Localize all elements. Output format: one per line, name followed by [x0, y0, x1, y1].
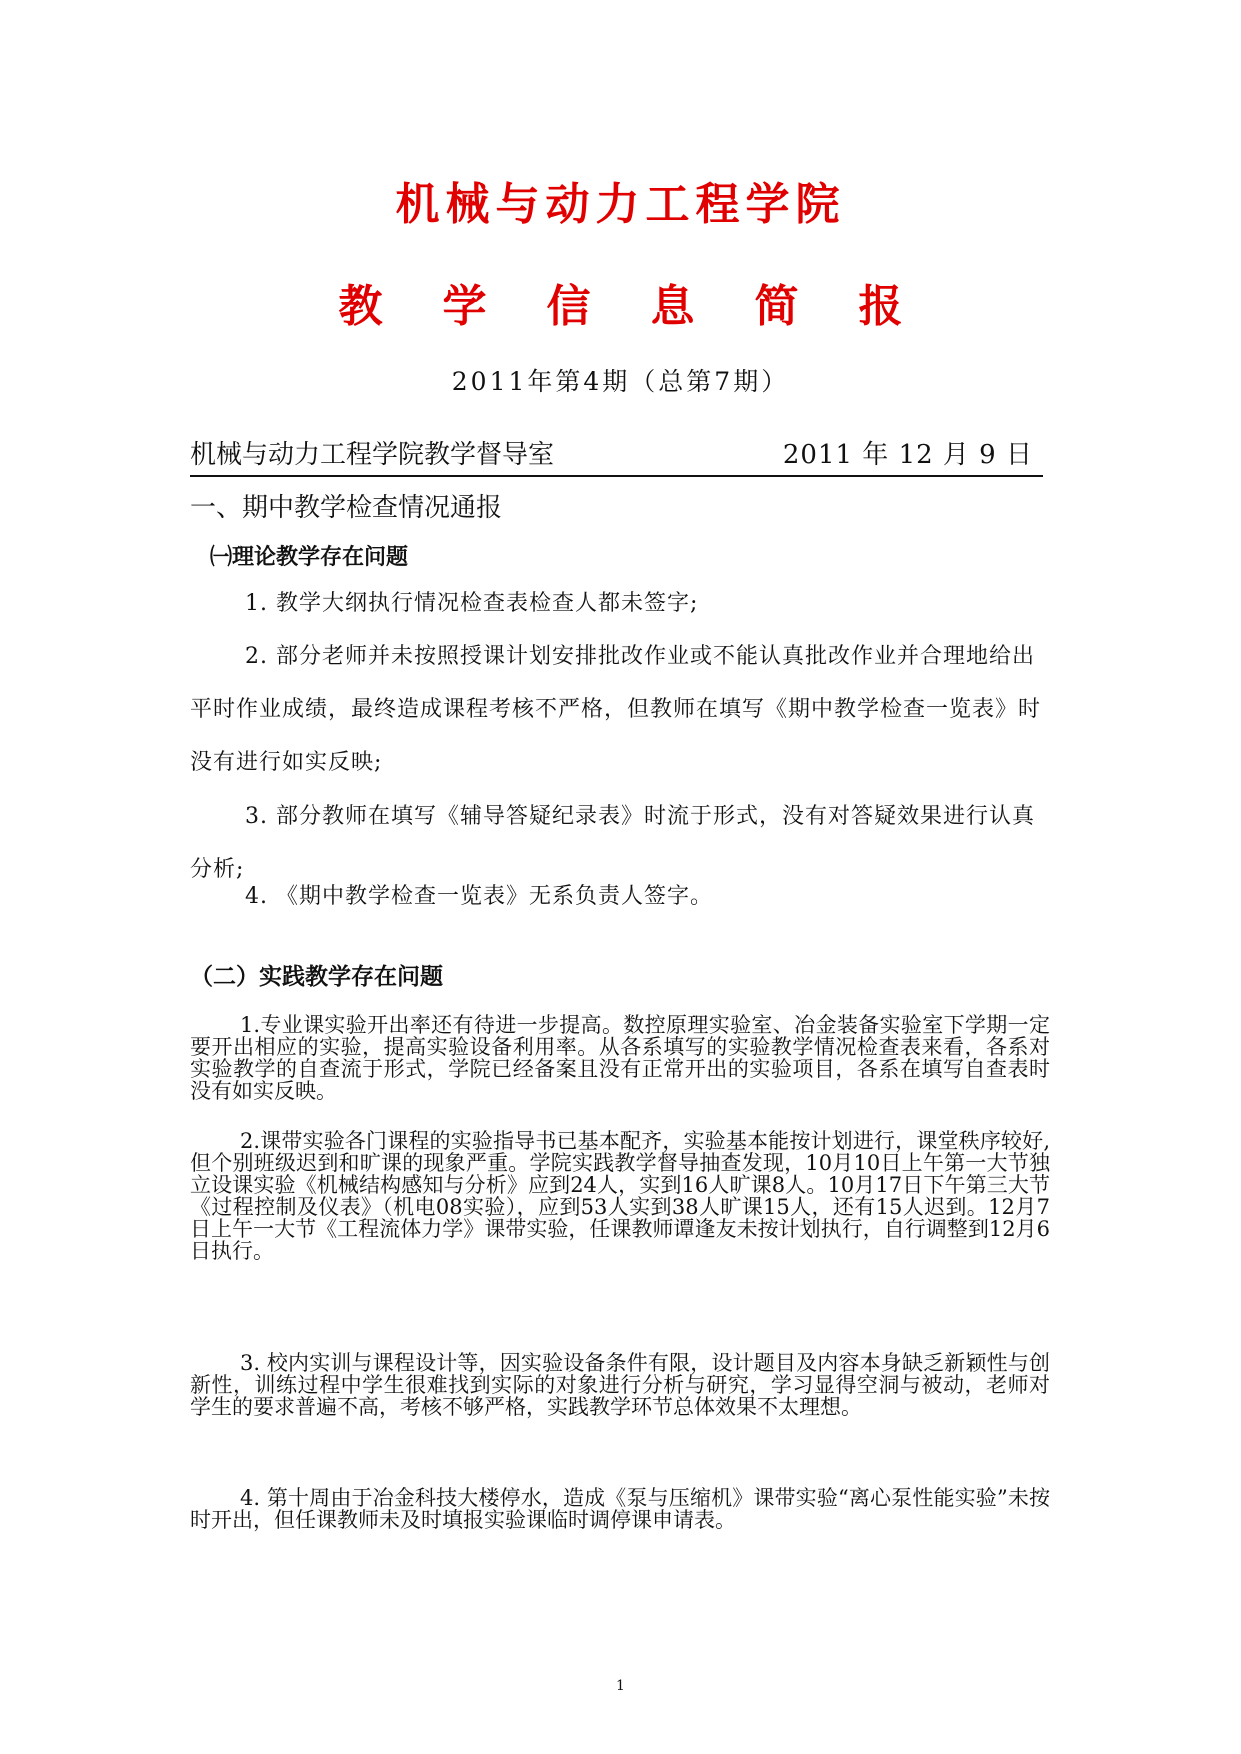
theory-item-2 — [190, 630, 1050, 789]
theory-item-text: 2. 部分老师并未按照授课计划安排批改作业或不能认真批改作业并合理地给出平时作业成绩，最终造成课程考核不严格，但教师在填写《期中教学检查一览表》时没有进行如实反映; — [190, 644, 1042, 775]
issue-date: 2011 年 12 月 9 日 — [782, 440, 1033, 470]
issuing-office: 机械与动力工程学院教学督导室 — [190, 440, 555, 470]
practice-item-3 — [190, 1352, 1050, 1418]
masthead-line — [190, 429, 1043, 477]
practice-item-text: 3. 校内实训与课程设计等，因实验设备条件有限，设计题目及内容本身缺乏新颖性与创新性，训练过程中学生很难找到实际的对象进行分析与研究，学习显得空洞与被动，老师对学生的要求普遍不高，考核不够严格，实践教学环节总体效果不太理想。 — [190, 1351, 1050, 1419]
practice-item-2 — [190, 1130, 1050, 1262]
college-title: 机械与动力工程学院 — [395, 179, 846, 230]
practice-item-1 — [190, 1014, 1050, 1102]
practice-item-text: 1.专业课实验开出率还有待进一步提高。数控原理实验室、冶金装备实验室下学期一定要开出相应的实验，提高实验设备利用率。从各系填写的实验教学情况检查表来看，各系对实验教学的自查流于形式，学院已经备案且没有正常开出的实验项目，各系在填写自查表时没有如实反映。 — [190, 1013, 1050, 1103]
subsection-heading-theory: ㈠理论教学存在问题 — [210, 545, 409, 570]
theory-item-text: 4. 《期中教学检查一览表》无系负责人签字。 — [245, 884, 713, 909]
practice-item-text: 4. 第十周由于冶金科技大楼停水，造成《泵与压缩机》课带实验“离心泵性能实验”未按时开出，但任课教师未及时填报实验课临时调停课申请表。 — [190, 1486, 1050, 1532]
subsection-heading-practice: （二）实践教学存在问题 — [190, 964, 443, 990]
theory-item-4 — [190, 870, 1050, 923]
issue-number: 2011年第4期（总第7期） — [451, 367, 790, 396]
page-number: 1 — [616, 1678, 625, 1694]
section-heading: 一、期中教学检查情况通报 — [190, 493, 503, 523]
theory-item-text: 3. 部分教师在填写《辅导答疑纪录表》时流于形式，没有对答疑效果进行认真分析; — [190, 804, 1035, 882]
practice-item-text: 2.课带实验各门课程的实验指导书已基本配齐，实验基本能按计划进行，课堂秩序较好,但个别班级迟到和旷课的现象严重。学院实践教学督导抽查发现，10月10日上午第一大节独立设课实验《机械结构感知与分析》应到24人，实到16人旷课8人。10月17日下午第三大节《过程控制及仪表》（机电08实验），应到53人实到38人旷课15人，还有15人迟到。12月7日上午一大节《工程流体力学》课带实验，任课教师谭逢友未按计划执行，自行调整到12月6日执行。 — [190, 1129, 1050, 1263]
theory-item-text: 1. 教学大纲执行情况检查表检查人都未签字; — [245, 591, 699, 616]
bulletin-title: 教学信息简报 — [338, 281, 963, 332]
theory-item-1 — [190, 577, 1050, 630]
practice-item-4 — [190, 1487, 1050, 1531]
